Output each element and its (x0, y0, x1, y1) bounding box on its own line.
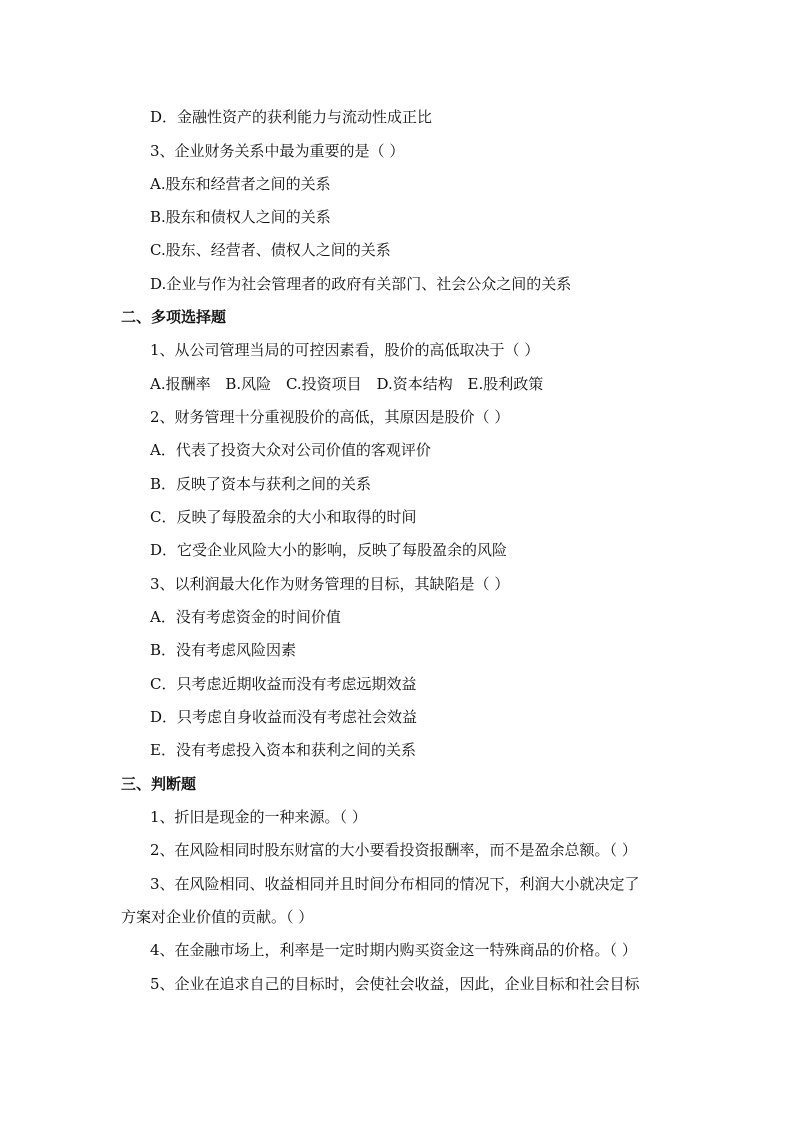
option-c: C．反映了每股盈余的大小和取得的时间 (150, 508, 417, 526)
option-d: D．金融性资产的获利能力与流动性成正比 (150, 108, 433, 126)
option-c: C.投资项目 (285, 375, 362, 393)
option-a: A.股东和经营者之间的关系 (150, 175, 331, 193)
option-d: D．它受企业风险大小的影响，反映了每股盈余的风险 (150, 541, 508, 559)
judgment-question-continued: 方案对企业价值的贡献。（ ） (121, 908, 314, 926)
judgment-question: 5、企业在追求自己的目标时，会使社会收益，因此，企业目标和社会目标 (150, 975, 640, 993)
option-row (150, 374, 553, 394)
option-d: D.企业与作为社会管理者的政府有关部门、社会公众之间的关系 (150, 275, 572, 293)
option-d: D.资本结构 (376, 375, 453, 393)
section-heading: 二、多项选择题 (121, 308, 227, 326)
question-stem: 3、企业财务关系中最为重要的是（ ） (150, 142, 405, 160)
option-d: D．只考虑自身收益而没有考虑社会效益 (150, 708, 418, 726)
judgment-question: 4、在金融市场上，利率是一定时期内购买资金这一特殊商品的价格。（ ） (150, 941, 637, 959)
option-b: B．反映了资本与获利之间的关系 (150, 475, 372, 493)
option-a: A.报酬率 (150, 375, 211, 393)
option-b: B．没有考虑风险因素 (150, 641, 297, 659)
judgment-question: 2、在风险相同时股东财富的大小要看投资报酬率，而不是盈余总额。（ ） (150, 841, 637, 859)
option-a: A．没有考虑资金的时间价值 (150, 608, 341, 626)
question-stem: 3、以利润最大化作为财务管理的目标，其缺陷是（ ） (150, 575, 510, 593)
option-c: C．只考虑近期收益而没有考虑远期效益 (150, 675, 417, 693)
option-e: E.股利政策 (467, 375, 544, 393)
question-stem: 2、财务管理十分重视股价的高低，其原因是股价（ ） (150, 408, 510, 426)
judgment-question: 3、在风险相同、收益相同并且时间分布相同的情况下，利润大小就决定了 (150, 875, 640, 893)
option-e: E．没有考虑投入资本和获利之间的关系 (150, 741, 416, 759)
section-heading: 三、判断题 (121, 775, 197, 793)
option-b: B.股东和债权人之间的关系 (150, 208, 331, 226)
option-b: B.风险 (225, 375, 272, 393)
question-stem: 1、从公司管理当局的可控因素看，股价的高低取决于（ ） (150, 341, 540, 359)
option-a: A．代表了投资大众对公司价值的客观评价 (150, 441, 431, 459)
option-c: C.股东、经营者、债权人之间的关系 (150, 241, 391, 259)
judgment-question: 1、折旧是现金的一种来源。（ ） (150, 808, 367, 826)
